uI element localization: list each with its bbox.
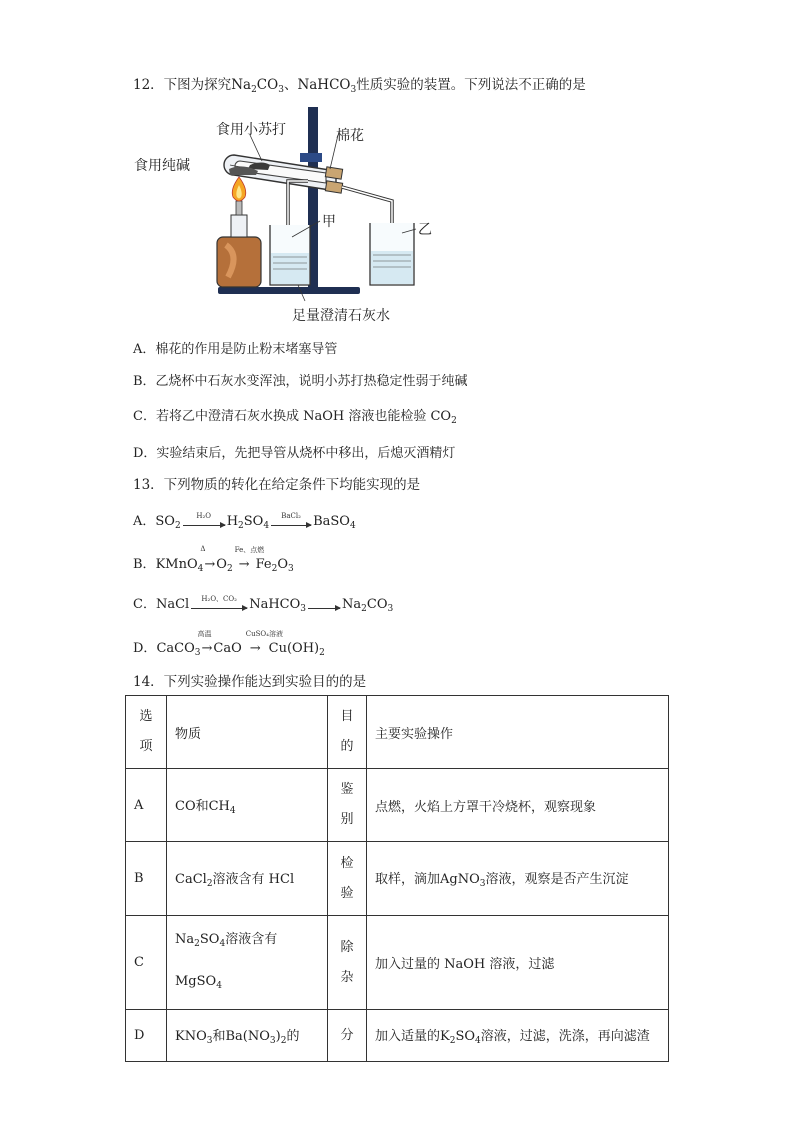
q14-stem: 14．下列实验操作能达到实验目的的是 — [133, 674, 367, 690]
label-soda-ash: 食用纯碱 — [134, 158, 190, 174]
row-c-purpose: 除 杂 — [328, 916, 367, 1010]
row-d-substance: $KNO_3$和$Ba(NO_3)_2$的 — [167, 1010, 328, 1062]
q13-stem: 13．下列物质的转化在给定条件下均能实现的是 — [133, 477, 421, 493]
row-a-operation: 点燃，火焰上方罩干冷烧杯，观察现象 — [367, 769, 669, 842]
header-operation: 主要实验操作 — [367, 696, 669, 769]
label-limewater: 足量澄清石灰水 — [292, 308, 390, 324]
row-c-operation: 加入过量的 NaOH 溶液，过滤 — [367, 916, 669, 1010]
row-d-option: D — [126, 1010, 167, 1062]
table-row — [126, 1010, 669, 1062]
clamp-upper — [300, 153, 322, 162]
row-b-option: B — [126, 842, 167, 916]
row-b-substance: CaCl$_2$溶液含有 HCl — [167, 842, 328, 916]
alcohol-lamp — [217, 237, 261, 287]
q12-option-b: B．乙烧杯中石灰水变浑浊，说明小苏打热稳定性弱于纯碱 — [133, 374, 468, 389]
q14-table — [125, 695, 669, 1062]
header-option: 选 项 — [126, 696, 167, 769]
label-baking-soda: 食用小苏打 — [216, 122, 286, 138]
q13-option-a: A．$SO_2$ H₂O $H_2SO_4$ BaCl₂ BaSO$_4$ — [133, 512, 356, 531]
label-jia: 甲 — [322, 214, 336, 230]
row-c-option: C — [126, 916, 167, 1010]
row-b-purpose: 检 验 — [328, 842, 367, 916]
row-d-purpose: 分 — [328, 1010, 367, 1062]
apparatus-figure — [130, 105, 430, 330]
label-cotton: 棉花 — [336, 128, 364, 144]
table-row — [126, 842, 669, 916]
header-substance: 物质 — [167, 696, 328, 769]
table-row — [126, 769, 669, 842]
cotton-stopper-top — [325, 167, 342, 179]
q12-option-c: C．若将乙中澄清石灰水换成 NaOH 溶液也能检验 $CO_2$ — [133, 409, 457, 426]
cotton-stopper-bottom — [325, 181, 342, 193]
q13-option-b: B．KMnO$_4$ Δ $\to O_2$ Fe、点燃 → $Fe_2O_3$ — [133, 545, 294, 574]
header-purpose: 目 的 — [328, 696, 367, 769]
row-a-substance: CO和$CH_4$ — [167, 769, 328, 842]
label-yi: 乙 — [418, 222, 432, 238]
table-header-row — [126, 696, 669, 769]
q13-option-c: C．NaCl H₂O、CO₂ NaHCO$_3$ $Na_2CO_3$ — [133, 595, 394, 614]
row-a-purpose: 鉴 别 — [328, 769, 367, 842]
stand-base — [218, 287, 360, 294]
row-a-option: A — [126, 769, 167, 842]
row-d-operation: 加入适量的$K_2SO_4$溶液，过滤，洗涤，再向滤渣 — [367, 1010, 669, 1062]
q12-option-d: D．实验结束后，先把导管从烧杯中移出，后熄灭酒精灯 — [133, 446, 456, 461]
q12-stem: 12．下图为探究$Na_2CO_3$、NaHCO$_3$性质实验的装置。下列说法不正确的是 — [133, 77, 586, 95]
q12-option-a: A．棉花的作用是防止粉末堵塞导管 — [133, 342, 338, 357]
row-b-operation: 取样，滴加AgNO$_3$溶液，观察是否产生沉淀 — [367, 842, 669, 916]
q13-option-d: D．CaCO$_3$ 高温 →CaO CuSO₄溶液 → $Cu(OH)_2$ — [133, 630, 325, 658]
table-row — [126, 916, 669, 1010]
row-c-substance: $Na_2SO_4$溶液含有 MgSO$_4$ — [167, 916, 328, 1010]
